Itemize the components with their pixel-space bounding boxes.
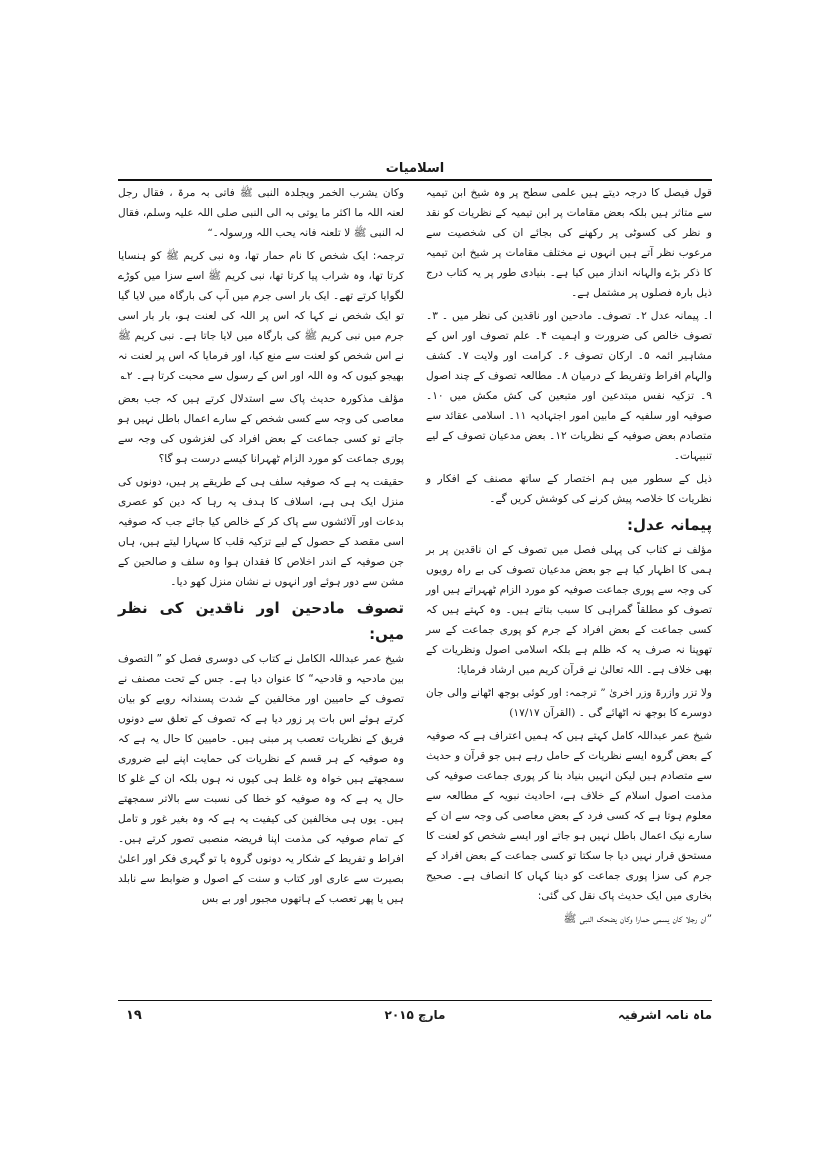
- header-rule: [118, 179, 712, 181]
- quran-quote: ولا تزر وازرۃ وزر اخریٰ ” ترجمہ: اور کوئی بوجھ اٹھانے والی جان دوسرے کا بوجھ نہ اٹھائے گی ۔ (القرآن ۱۷/۱۷): [426, 687, 712, 719]
- paragraph: ا۔ پیمانہ عدل ۲۔ تصوف۔ مادحین اور ناقدین کی نظر میں ۔ ۳۔ تصوف خالص کی ضرورت و اہمیت ۴۔ علم تصوف اور اس کے مشاہیر ائمہ ۵۔ ارکان تصوف ۶۔ کرامت اور ولایت ۷۔ کشف والہام افراط وتفریط کے درمیان ۸۔ مطالعہ تصوف کے چند اصول ۹۔ تزکیہ نفس مبتدعین اور متبعین کی کش مکش میں ۱۰۔ صوفیہ اور سلفیہ کے مابین امور اجتہادیہ ۱۱۔ اسلامی عقائد سے متصادم بعض صوفیہ کے نظریات ۱۲۔ بعض مدعیان تصوف کے لیے تنبیہات۔: [426, 310, 712, 462]
- section-heading: پیمانہ عدل:: [626, 516, 712, 534]
- page-header: [118, 161, 712, 179]
- hadith-quote: ”ان رجلا کان یسمی حمارا وکان یضحک النبی ﷺ: [563, 913, 712, 925]
- paragraph: قول فیصل کا درجہ دیتے ہیں علمی سطح پر وہ شیخ ابن تیمیہ سے متاثر ہیں بلکہ بعض مقامات پر ابن تیمیہ کے نظریات کو نقد و نظر کی کسوٹی پر رکھنے کی بجائے ان کی شخصیت سے مرعوب نظر آتے ہیں انہوں نے مختلف مقامات پر شیخ ابن تیمیہ کا ذکر بڑے والہانہ انداز میں کیا ہے۔ بنیادی طور پر یہ کتاب درج ذیل بارہ فصلوں پر مشتمل ہے۔: [426, 187, 712, 299]
- paragraph: مؤلف نے کتاب کی پہلی فصل میں تصوف کے ان ناقدین پر بر ہمی کا اظہار کیا ہے جو بعض مدعیان تصوف کی بے راہ رویوں کی وجہ سے پوری جماعت صوفیہ کو مورد الزام ٹھہراتے ہیں اور تصوف کو مطلقاً گمراہی کا سبب بتاتے ہیں۔ وہ کہتے ہیں کہ کسی جماعت کے بعض افراد کے جرم کو پوری جماعت کے سر تھوپنا نہ صرف یہ کہ ظلم ہے بلکہ اسلامی اصول ونظریات کے بھی خلاف ہے۔ اللہ تعالیٰ نے قرآن کریم میں ارشاد فرمایا:: [426, 544, 712, 676]
- hadith-quote: وکان یشرب الخمر ویجلدہ النبی ﷺ فاتی بہ مرۃ ، فقال رجل لعنہ اللہ ما اکثر ما یوتی بہ الی النبی صلی اللہ علیہ وسلم، فقال لہ النبی ﷺ لا تلعنہ فانہ یحب اللہ ورسولہ۔“: [118, 187, 404, 239]
- page-number: ۱۹: [126, 1008, 142, 1023]
- paragraph: حقیقت یہ ہے کہ صوفیہ سلف ہی کے طریقے پر ہیں، دونوں کی منزل ایک ہی ہے، اسلاف کا ہدف یہ رہا کہ دین کو عصری بدعات اور آلائشوں سے پاک کر کے خالص کیا جائے جب کہ صوفیہ اسی مقصد کے حصول کے لیے تزکیہ قلب کا سہارا لیتے ہیں، ہاں جن صوفیہ کے اندر اخلاص کا فقدان ہوا وہ سلف و صالحین کے مشن سے دور ہوئے اور انہوں نے نشان منزل کھو دیا۔: [118, 476, 404, 588]
- paragraph: ترجمہ: ایک شخص کا نام حمار تھا، وہ نبی کریم ﷺ کو ہنسایا کرتا تھا، وہ شراب پیا کرتا تھا، نبی کریم ﷺ اسے سزا میں کوڑے لگوایا کرتے تھے۔ ایک بار اسی جرم میں آپ کی بارگاہ میں لایا گیا تو ایک شخص نے کہا کہ اس پر اللہ کی لعنت ہو، بار بار اسی جرم میں نبی کریم ﷺ کی بارگاہ میں لایا جاتا ہے۔ نبی کریم ﷺ نے اس شخص کو لعنت سے منع کیا، اور فرمایا کہ اس پر لعنت نہ بھیجو کیوں کہ وہ اللہ اور اس کے رسول سے محبت کرتا ہے۔ ۲؎: [118, 250, 404, 382]
- footer-rule: [118, 1000, 712, 1001]
- paragraph: شیخ عمر عبداللہ کامل کہتے ہیں کہ ہمیں اعتراف ہے کہ صوفیہ کے بعض گروہ ایسے نظریات کے حامل رہے ہیں جو قرآن و حدیث سے متصادم ہیں لیکن انہیں بنیاد بنا کر پوری جماعت صوفیہ کی مذمت اصول اسلام کے خلاف ہے، احادیث نبویہ کے مطالعہ سے معلوم ہوتا ہے کہ کسی فرد کے بعض معاصی کی وجہ سے ان کے سارے نیک اعمال باطل نہیں ہو جاتے اور ایسے شخص کو لعنت کا مستحق قرار نہیں دیا جا سکتا تو کسی جماعت کے بعض افراد کے جرم کی سزا پوری جماعت کو دینا کہاں کا انصاف ہے۔ صحیح بخاری میں ایک حدیث پاک نقل کی گئی:: [426, 730, 712, 902]
- paragraph: ذیل کے سطور میں ہم اختصار کے ساتھ مصنف کے افکار و نظریات کا خلاصہ پیش کرنے کی کوشش کریں گے۔: [426, 473, 712, 505]
- left-column: [118, 183, 404, 958]
- page-footer: [118, 1000, 712, 1030]
- paragraph: مؤلف مذکورہ حدیث پاک سے استدلال کرتے ہیں کہ جب بعض معاصی کی وجہ سے کسی شخص کے سارے اعمال باطل نہیں ہو جاتے تو کسی جماعت کے بعض افراد کی لغزشوں کی وجہ سے پوری جماعت کو مورد الزام ٹھہرانا کیسے درست ہو گا؟: [118, 393, 404, 465]
- magazine-name: ماہ نامہ اشرفیہ: [618, 1008, 712, 1022]
- right-column: [426, 183, 712, 958]
- page-title: اسلامیات: [385, 161, 445, 176]
- issue-date: مارچ ۲۰۱۵: [384, 1008, 446, 1022]
- section-heading: تصوف مادحین اور ناقدین کی نظر میں:: [118, 599, 404, 643]
- paragraph: شیخ عمر عبداللہ الکامل نے کتاب کی دوسری فصل کو ” التصوف بین مادحیہ و قادحیہ“ کا عنوان دیا ہے۔ جس کے تحت مصنف نے تصوف کے حامیین اور مخالفین کے شدت پسندانہ رویے کو بیان کرتے ہوئے اس بات پر زور دیا ہے کہ تصوف کے تعلق سے دونوں فریق کے نظریات تعصب پر مبنی ہیں۔ حامیین کا حال یہ ہے کہ وہ صوفیہ کے ہر قسم کے نظریات کی حمایت اپنے لیے ضروری سمجھتے ہیں خواہ وہ غلط ہی کیوں نہ ہوں بلکہ ان کے غلو کا حال یہ ہے کہ وہ صوفیہ کو خطا کی نسبت سے بالاتر سمجھتے ہیں۔ یوں ہی مخالفین کی کیفیت یہ ہے کہ وہ بغیر غور و تامل کے تمام صوفیہ کی مذمت اپنا فریضہ منصبی تصور کرتے ہیں۔ افراط و تفریط کے شکار یہ دونوں گروہ یا تو گہری فکر اور اعلیٰ بصیرت سے عاری اور کتاب و سنت کے اصول و ضوابط سے نابلد ہیں یا پھر تعصب کے ہاتھوں مجبور اور بے بس: [118, 653, 404, 905]
